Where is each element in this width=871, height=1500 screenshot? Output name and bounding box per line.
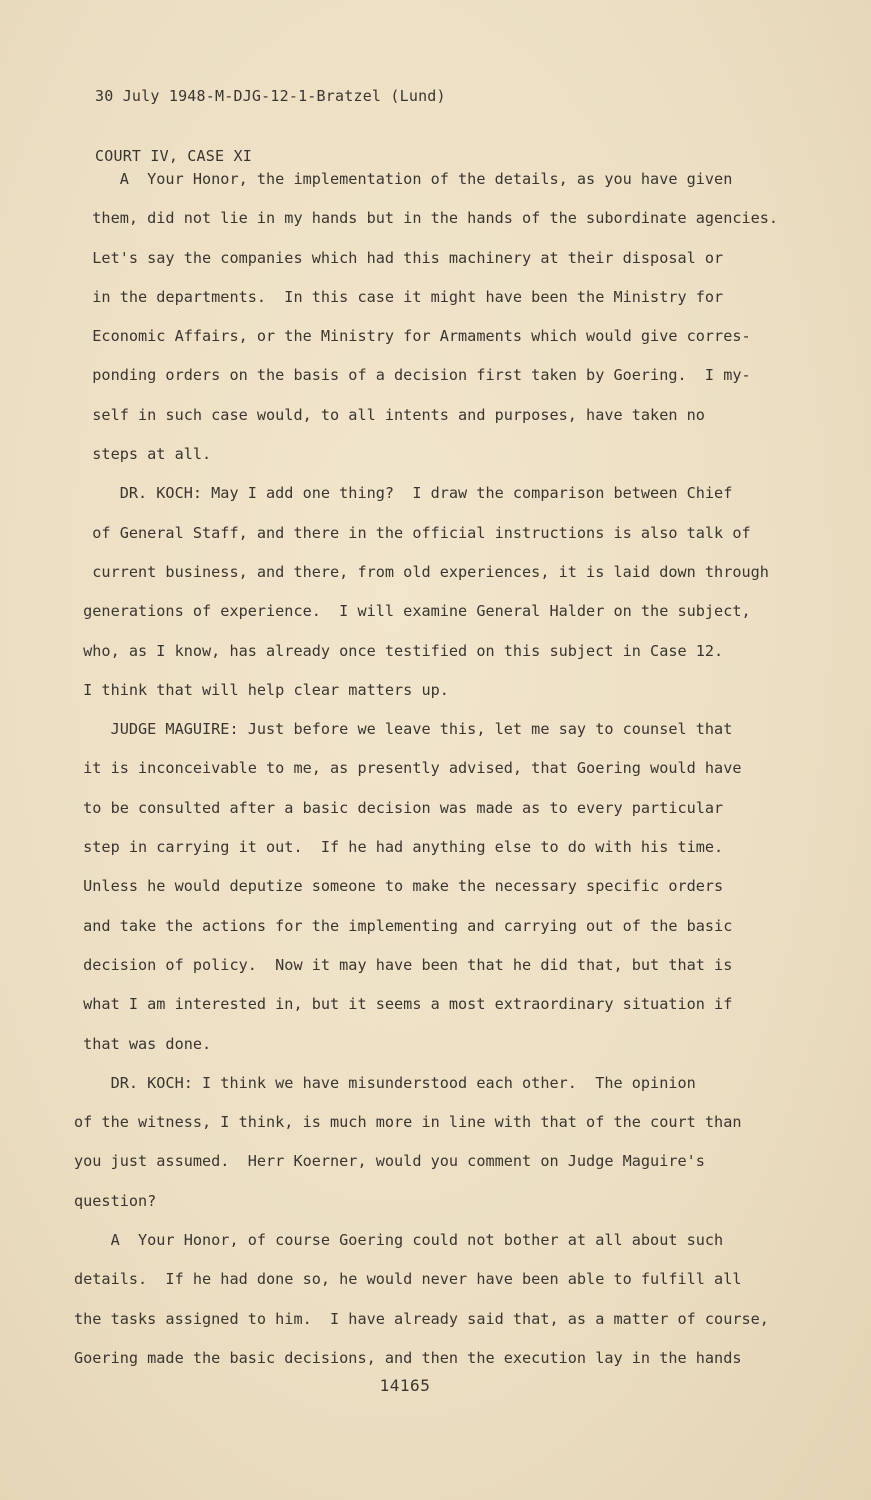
transcript-line: them, did not lie in my hands but in the hands of the subordinate agencies. [74,209,779,228]
transcript-body [74,160,814,1378]
transcript-line: in the departments. In this case it might have been the Ministry for [74,287,724,306]
transcript-line: you just assumed. Herr Koerner, would you comment on Judge Maguire's [74,1152,705,1171]
transcript-line: A Your Honor, of course Goering could not bother at all about such [74,1231,724,1250]
transcript-line: I think that will help clear matters up. [74,680,449,699]
transcript-line: it is inconceivable to me, as presently advised, that Goering would have [74,759,742,778]
transcript-line: details. If he had done so, he would never have been able to fulfill all [74,1270,742,1289]
transcript-line: of General Staff, and there in the official instructions is also talk of [74,523,751,542]
transcript-line: A Your Honor, the implementation of the details, as you have given [74,170,733,188]
transcript-line: and take the actions for the implementing and carrying out of the basic [74,916,733,935]
transcript-line: Economic Affairs, or the Ministry for Armaments which would give corres- [74,327,751,346]
header-court-line: COURT IV, CASE XI [95,147,252,165]
transcript-line: current business, and there, from old experiences, it is laid down through [74,562,769,581]
transcript-line: what I am interested in, but it seems a most extraordinary situation if [74,995,733,1014]
transcript-line: steps at all. [74,445,212,464]
transcript-line: to be consulted after a basic decision was made as to every particular [74,798,724,817]
transcript-line: question? [74,1191,157,1210]
transcript-line: generations of experience. I will examine General Halder on the subject, [74,602,751,621]
transcript-line: of the witness, I think, is much more in line with that of the court than [74,1113,742,1132]
header-date-line: 30 July 1948-M-DJG-12-1-Bratzel (Lund) [95,87,446,105]
transcript-line: DR. KOCH: I think we have misunderstood each other. The opinion [74,1073,696,1092]
transcript-line: JUDGE MAGUIRE: Just before we leave this, let me say to counsel that [74,720,733,739]
transcript-line: Unless he would deputize someone to make the necessary specific orders [74,877,724,896]
transcript-line: that was done. [74,1034,212,1053]
page-number: 14165 [379,1376,431,1395]
transcript-line: Goering made the basic decisions, and then the execution lay in the hands [74,1348,742,1367]
transcript-line: who, as I know, has already once testified on this subject in Case 12. [74,641,724,660]
transcript-line: decision of policy. Now it may have been that he did that, but that is [74,955,733,974]
transcript-line: DR. KOCH: May I add one thing? I draw the comparison between Chief [74,484,733,503]
transcript-line: self in such case would, to all intents and purposes, have taken no [74,405,705,424]
transcript-line: ponding orders on the basis of a decision first taken by Goering. I my- [74,366,751,385]
transcript-line: Let's say the companies which had this machinery at their disposal or [74,248,724,267]
transcript-line: step in carrying it out. If he had anything else to do with his time. [74,838,724,857]
transcript-line: the tasks assigned to him. I have already said that, as a matter of course, [74,1309,769,1328]
